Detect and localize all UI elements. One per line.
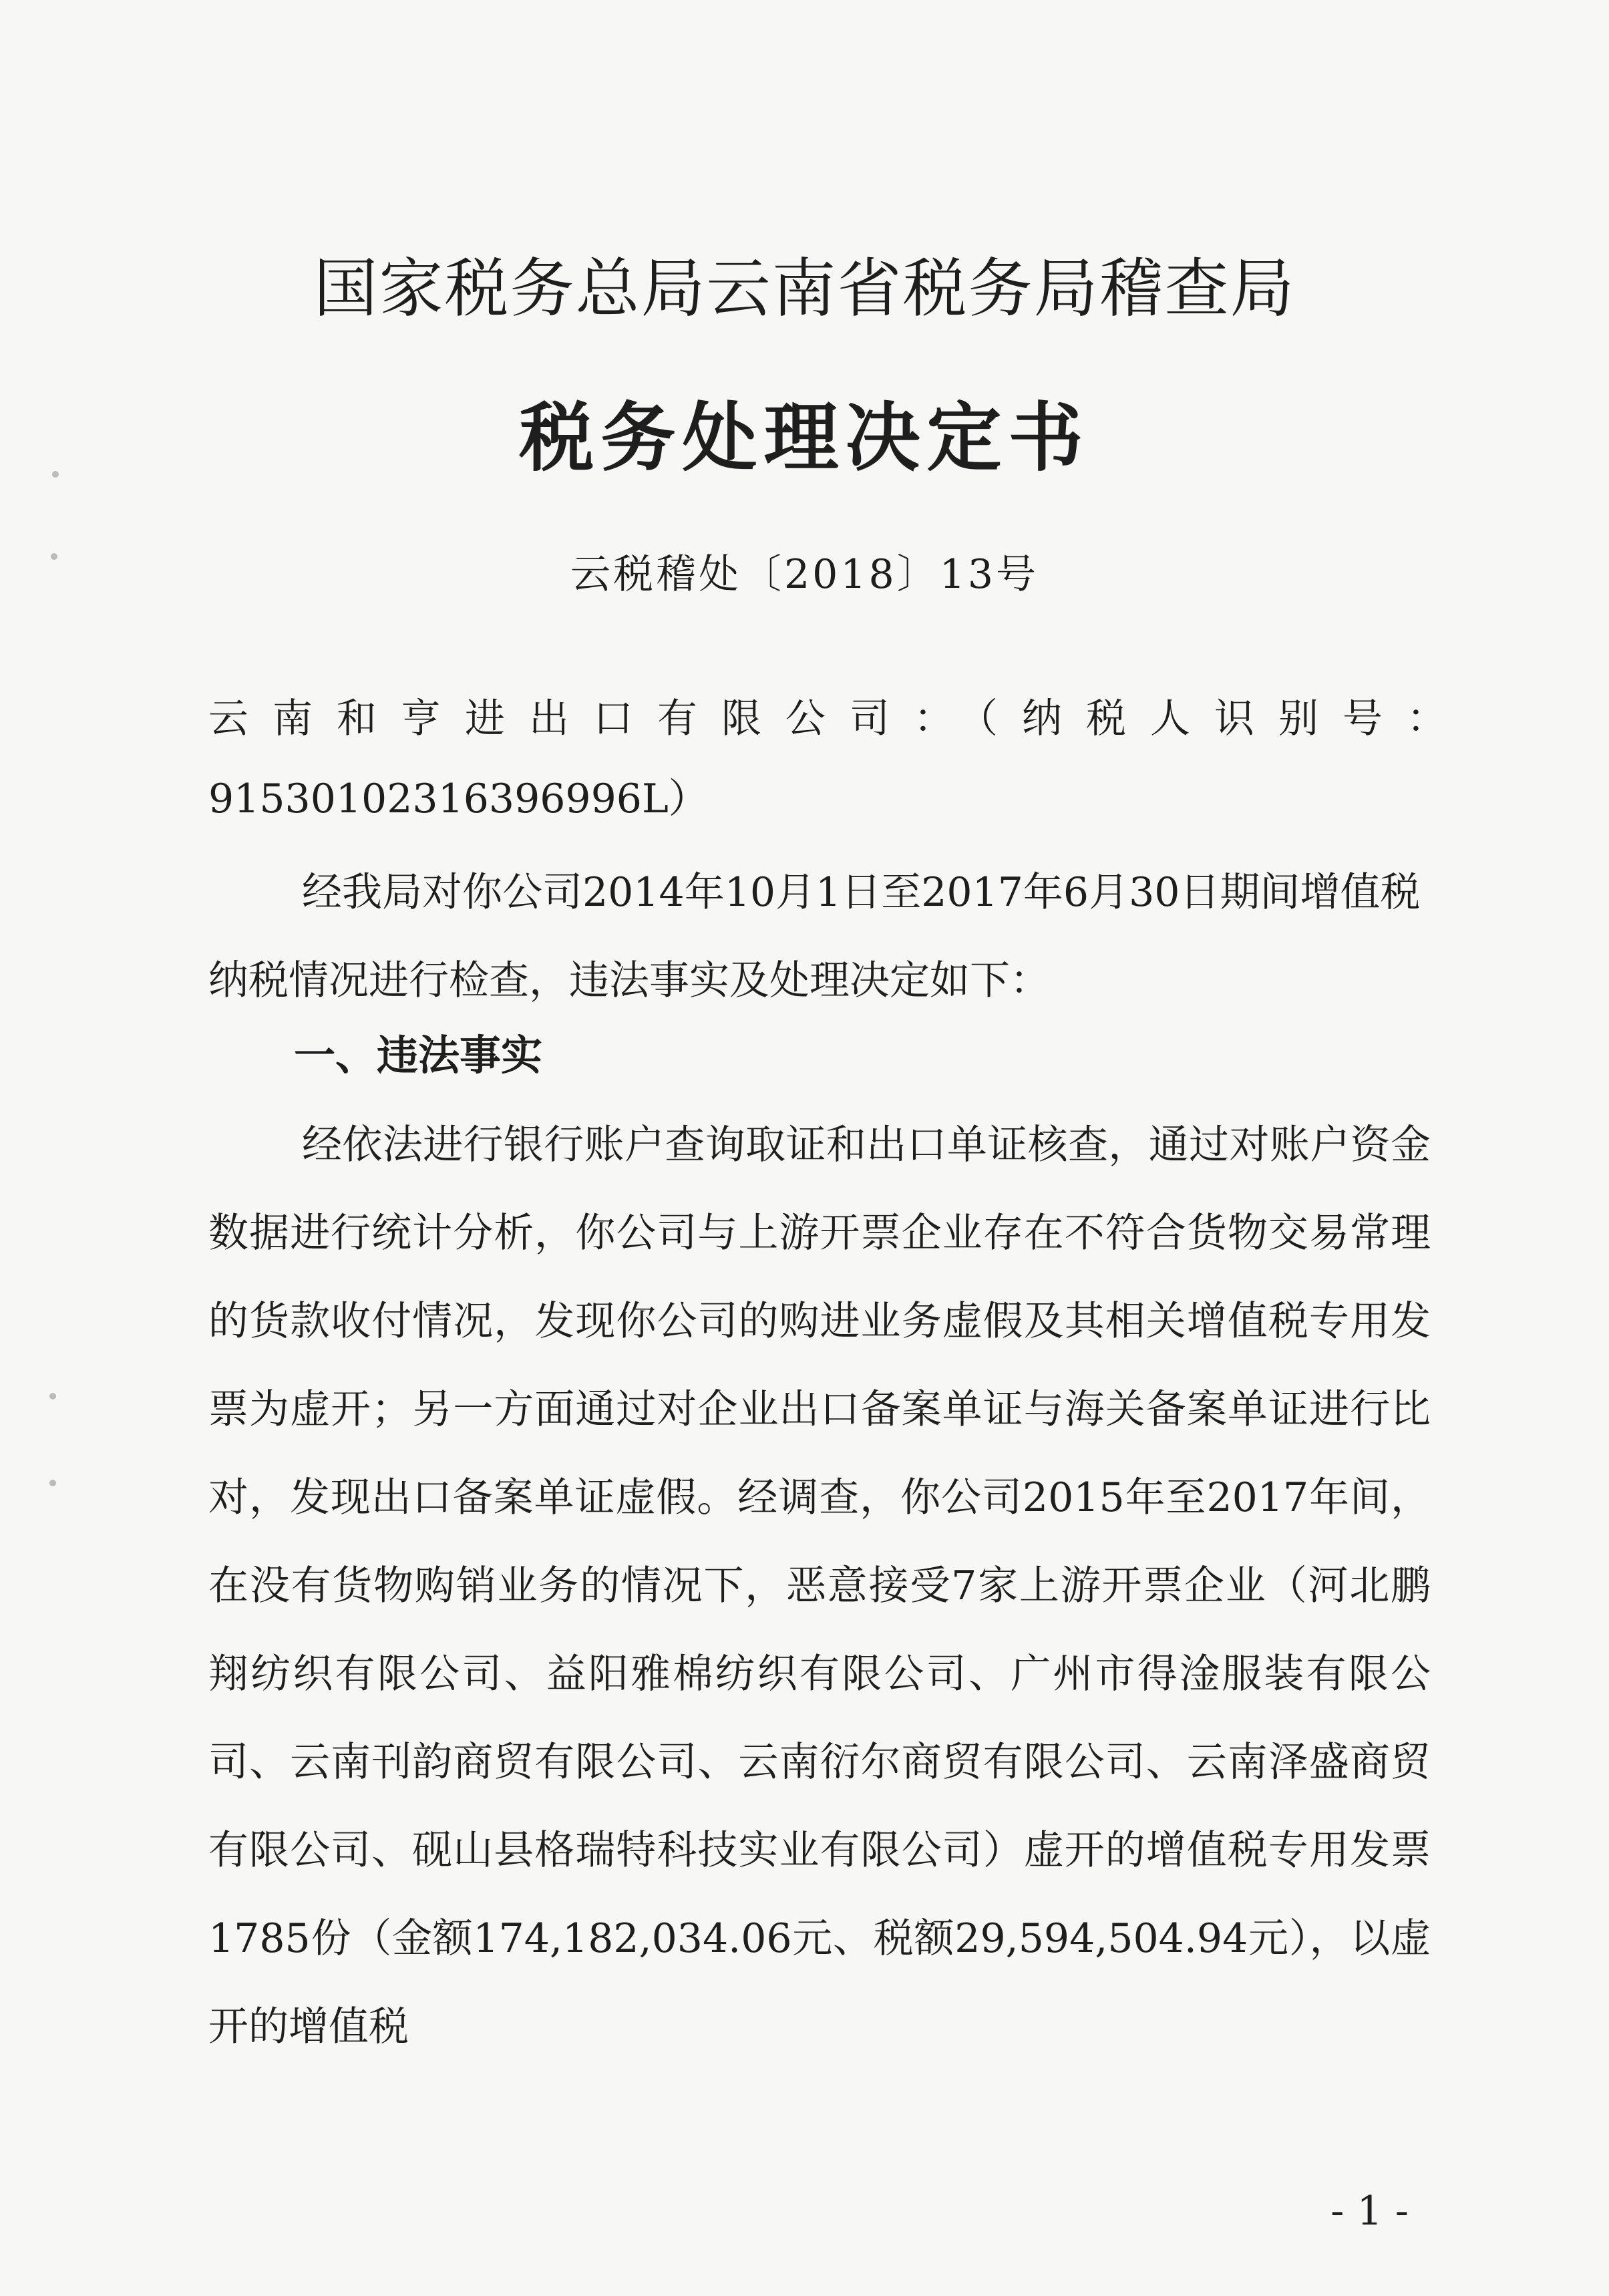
scan-speck <box>52 471 59 478</box>
addressee-line-2: 91530102316396996L） <box>208 776 709 822</box>
scan-speck <box>51 553 57 560</box>
document-number: 云税稽处〔2018〕13号 <box>570 551 1039 598</box>
organization-title: 国家税务总局云南省税务局稽查局 <box>313 251 1296 326</box>
document-title: 税务处理决定书 <box>519 395 1090 482</box>
scan-speck <box>49 1393 56 1400</box>
addressee-line-1: 云南和亨进出口有限公司：（纳税人识别号： <box>208 695 1471 742</box>
scan-speck <box>49 1480 56 1486</box>
section-heading: 一、违法事实 <box>294 1031 543 1080</box>
intro-paragraph: 经我局对你公司2014年10月1日至2017年6月30日期间增值税纳税情况进行检查，违法事实及处理决定如下： <box>208 869 1421 1004</box>
page-number: - 1 - <box>1330 2188 1409 2235</box>
facts-paragraph: 经依法进行银行账户查询取证和出口单证核查，通过对账户资金数据进行统计分析，你公司与上游开票企业存在不符合货物交易常理的货款收付情况，发现你公司的购进业务虚假及其相关增值税专用发票为虚开；另一方面通过对企业出口备案单证与海关备案单证进行比对，发现出口备案单证虚假。经调查，你公司2015年至2017年间，在没有货物购销业务的情况下，恶意接受7家上游开票企业（河北鹏翔纺织有限公司、益阳雅棉纺织有限公司、广州市得淦服装有限公司、云南刊韵商贸有限公司、云南衍尔商贸有限公司、云南泽盛商贸有限公司、砚山县格瑞特科技实业有限公司）虚开的增值税专用发票1785份（金额174,182,034.06元、税额29,594,504.94元），以虚开的增值税 <box>208 1122 1431 2050</box>
